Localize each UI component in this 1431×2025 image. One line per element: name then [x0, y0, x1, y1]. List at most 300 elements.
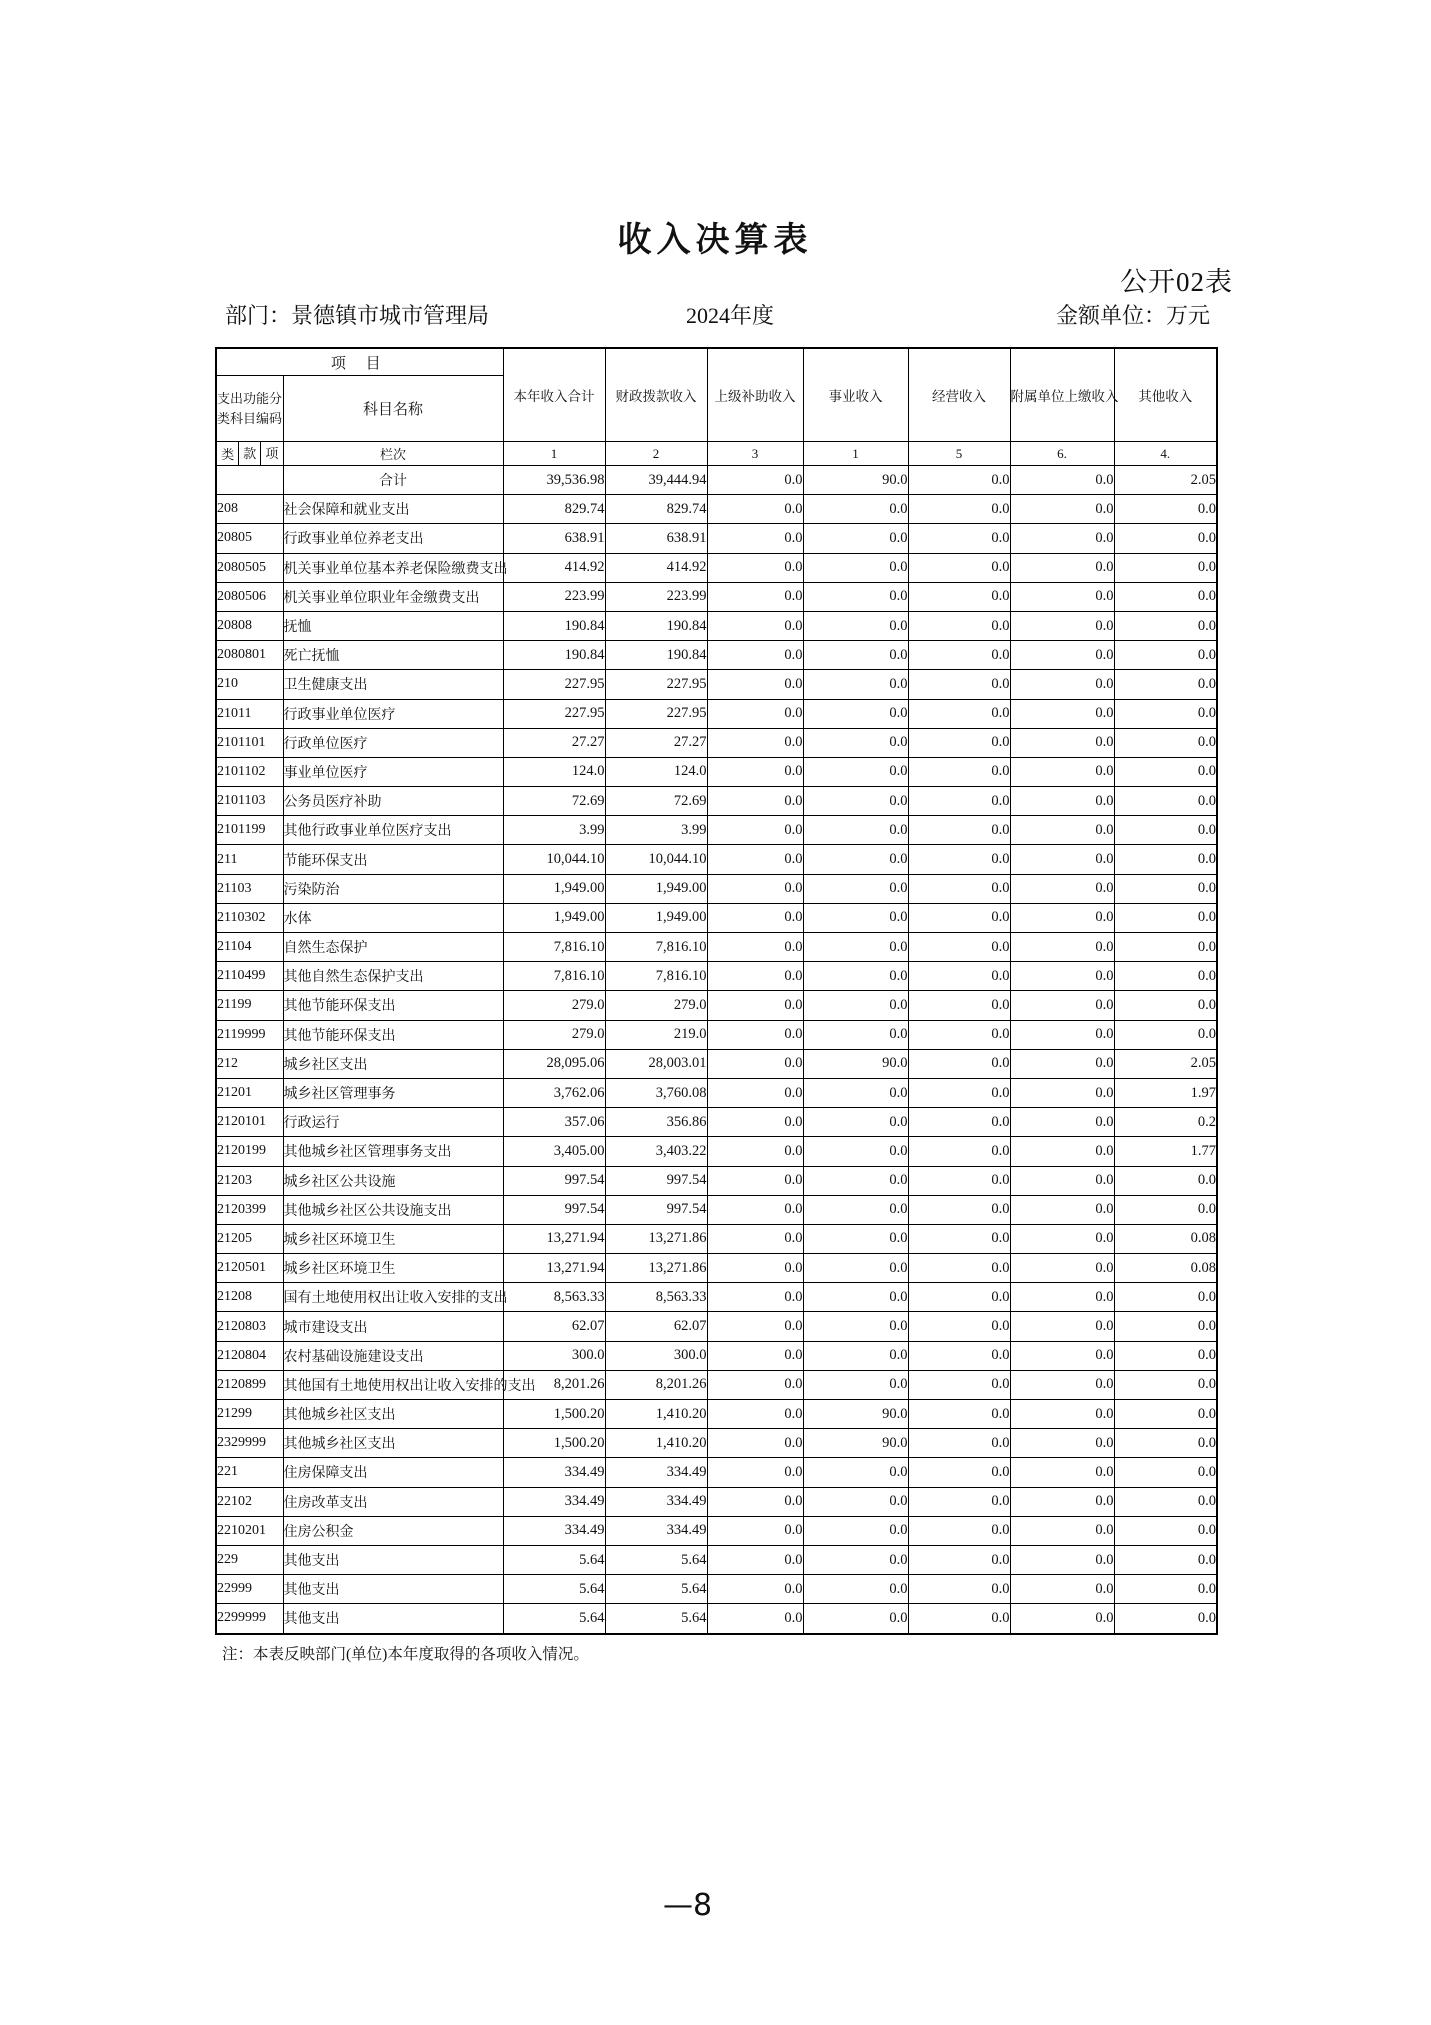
value-cell: 227.95 [503, 670, 605, 699]
code-cell: 2101101 [216, 728, 283, 757]
value-cell: 0.0 [1114, 1283, 1217, 1312]
class-section-item-cell [216, 442, 283, 466]
value-cell: 0.0 [707, 903, 803, 932]
code-cell: 2210201 [216, 1516, 283, 1545]
code-cell: 2120199 [216, 1137, 283, 1166]
value-cell: 997.54 [605, 1166, 707, 1195]
code-cell: 2120101 [216, 1108, 283, 1137]
subject-cell: 城乡社区管理事务 [283, 1078, 503, 1107]
value-cell: 0.0 [1114, 1166, 1217, 1195]
value-cell: 0.0 [1114, 816, 1217, 845]
value-cell: 5.64 [605, 1575, 707, 1604]
column-header-other: 其他收入 [1114, 348, 1217, 442]
code-cell: 2080506 [216, 582, 283, 611]
value-cell: 638.91 [503, 524, 605, 553]
table-row [216, 553, 1217, 582]
subject-cell: 节能环保支出 [283, 845, 503, 874]
code-header-cell: 支出功能分类科目编码 [216, 376, 283, 442]
table-row [216, 1604, 1217, 1634]
subject-cell: 其他自然生态保护支出 [283, 962, 503, 991]
value-cell: 8,201.26 [503, 1370, 605, 1399]
value-cell: 0.0 [707, 524, 803, 553]
value-cell: 0.0 [707, 1604, 803, 1634]
value-cell: 0.0 [1010, 1604, 1114, 1634]
table-row [216, 1370, 1217, 1399]
value-cell: 0.0 [707, 495, 803, 524]
value-cell: 0.0 [707, 874, 803, 903]
value-cell: 3,405.00 [503, 1137, 605, 1166]
code-cell [216, 466, 283, 495]
value-cell: 223.99 [605, 582, 707, 611]
value-cell: 0.0 [908, 1516, 1010, 1545]
value-cell: 0.0 [1010, 582, 1114, 611]
value-cell: 0.0 [1010, 787, 1114, 816]
code-cell: 22999 [216, 1575, 283, 1604]
value-cell: 0.0 [707, 1487, 803, 1516]
subject-cell: 其他支出 [283, 1575, 503, 1604]
column-number-2: 2 [605, 442, 707, 466]
table-row [216, 1224, 1217, 1253]
value-cell: 0.0 [1010, 1545, 1114, 1574]
table-row [216, 641, 1217, 670]
value-cell: 28,095.06 [503, 1049, 605, 1078]
value-cell: 0.0 [1010, 1020, 1114, 1049]
value-cell: 0.0 [1010, 1195, 1114, 1224]
value-cell: 0.0 [803, 1312, 908, 1341]
value-cell: 27.27 [503, 728, 605, 757]
value-cell: 0.0 [1010, 611, 1114, 640]
code-cell: 2120399 [216, 1195, 283, 1224]
value-cell: 0.0 [707, 816, 803, 845]
value-cell: 0.0 [1010, 816, 1114, 845]
value-cell: 0.0 [908, 611, 1010, 640]
value-cell: 0.0 [1114, 903, 1217, 932]
value-cell: 0.0 [803, 1487, 908, 1516]
value-cell: 190.84 [605, 611, 707, 640]
value-cell: 0.0 [707, 1545, 803, 1574]
table-row [216, 1516, 1217, 1545]
value-cell: 0.0 [803, 874, 908, 903]
value-cell: 0.0 [908, 787, 1010, 816]
value-cell: 5.64 [503, 1575, 605, 1604]
value-cell: 219.0 [605, 1020, 707, 1049]
code-cell: 21011 [216, 699, 283, 728]
value-cell: 334.49 [503, 1458, 605, 1487]
value-cell: 1,949.00 [605, 874, 707, 903]
value-cell: 0.0 [908, 1020, 1010, 1049]
value-cell: 10,044.10 [503, 845, 605, 874]
class-label: 类 [221, 447, 235, 462]
subject-cell: 国有土地使用权出让收入安排的支出 [283, 1283, 503, 1312]
value-cell: 0.0 [1114, 1429, 1217, 1458]
code-cell: 2120899 [216, 1370, 283, 1399]
table-row [216, 1078, 1217, 1107]
table-row [216, 1487, 1217, 1516]
value-cell: 0.0 [803, 670, 908, 699]
value-cell: 0.0 [1114, 641, 1217, 670]
open-table-label: 公开02表 [1120, 267, 1233, 297]
value-cell: 90.0 [803, 466, 908, 495]
value-cell: 0.0 [1010, 641, 1114, 670]
value-cell: 0.0 [1010, 903, 1114, 932]
value-cell: 0.0 [908, 1370, 1010, 1399]
code-cell: 211 [216, 845, 283, 874]
subject-cell: 城乡社区公共设施 [283, 1166, 503, 1195]
table-row [216, 1312, 1217, 1341]
code-cell: 2101199 [216, 816, 283, 845]
value-cell: 0.0 [1010, 845, 1114, 874]
value-cell: 7,816.10 [503, 933, 605, 962]
value-cell: 0.0 [908, 845, 1010, 874]
table-header [216, 348, 1217, 466]
value-cell: 0.0 [803, 1020, 908, 1049]
value-cell: 0.0 [908, 903, 1010, 932]
value-cell: 0.0 [803, 1166, 908, 1195]
value-cell: 0.0 [1010, 874, 1114, 903]
code-cell: 212 [216, 1049, 283, 1078]
value-cell: 0.0 [1114, 1195, 1217, 1224]
value-cell: 0.0 [803, 1108, 908, 1137]
table-row [216, 787, 1217, 816]
value-cell: 0.0 [1010, 1400, 1114, 1429]
value-cell: 5.64 [605, 1604, 707, 1634]
code-cell: 2120804 [216, 1341, 283, 1370]
code-cell: 2299999 [216, 1604, 283, 1634]
subject-cell: 其他支出 [283, 1545, 503, 1574]
value-cell: 0.0 [707, 1195, 803, 1224]
value-cell: 0.0 [908, 1224, 1010, 1253]
value-cell: 0.0 [1114, 1516, 1217, 1545]
table-row [216, 874, 1217, 903]
code-cell: 2101103 [216, 787, 283, 816]
value-cell: 0.0 [1010, 1575, 1114, 1604]
value-cell: 0.0 [1010, 1166, 1114, 1195]
value-cell: 334.49 [605, 1458, 707, 1487]
value-cell: 0.0 [908, 962, 1010, 991]
subject-cell: 城乡社区环境卫生 [283, 1254, 503, 1283]
value-cell: 0.0 [908, 1137, 1010, 1166]
value-cell: 62.07 [503, 1312, 605, 1341]
value-cell: 0.0 [1114, 757, 1217, 786]
subject-cell: 合计 [283, 466, 503, 495]
code-cell: 21201 [216, 1078, 283, 1107]
value-cell: 8,563.33 [605, 1283, 707, 1312]
subject-cell: 住房公积金 [283, 1516, 503, 1545]
code-cell: 21208 [216, 1283, 283, 1312]
value-cell: 0.0 [707, 582, 803, 611]
subject-cell: 城乡社区环境卫生 [283, 1224, 503, 1253]
value-cell: 0.0 [1010, 962, 1114, 991]
value-cell: 0.0 [1010, 1283, 1114, 1312]
value-cell: 39,444.94 [605, 466, 707, 495]
value-cell: 7,816.10 [503, 962, 605, 991]
footnote: 注：本表反映部门(单位)本年度取得的各项收入情况。 [222, 1646, 589, 1663]
value-cell: 0.0 [1010, 1312, 1114, 1341]
subject-cell: 污染防治 [283, 874, 503, 903]
value-cell: 3.99 [605, 816, 707, 845]
item-label: 项 [260, 442, 282, 465]
value-cell: 0.0 [908, 1049, 1010, 1078]
value-cell: 1,410.20 [605, 1429, 707, 1458]
value-cell: 0.0 [908, 1341, 1010, 1370]
table-row [216, 524, 1217, 553]
value-cell: 0.0 [1010, 1137, 1114, 1166]
value-cell: 190.84 [503, 611, 605, 640]
table-row [216, 1254, 1217, 1283]
subject-cell: 机关事业单位职业年金缴费支出 [283, 582, 503, 611]
table-row [216, 1545, 1217, 1574]
value-cell: 0.0 [1114, 1312, 1217, 1341]
column-header-fiscal: 财政拨款收入 [605, 348, 707, 442]
value-cell: 0.0 [803, 845, 908, 874]
value-cell: 0.0 [1114, 524, 1217, 553]
value-cell: 0.0 [803, 1137, 908, 1166]
value-cell: 0.0 [1010, 1370, 1114, 1399]
value-cell: 227.95 [605, 670, 707, 699]
value-cell: 13,271.86 [605, 1224, 707, 1253]
value-cell: 0.0 [803, 903, 908, 932]
value-cell: 72.69 [503, 787, 605, 816]
code-cell: 221 [216, 1458, 283, 1487]
value-cell: 0.0 [707, 611, 803, 640]
value-cell: 0.0 [707, 1283, 803, 1312]
column-header-business: 事业收入 [803, 348, 908, 442]
value-cell: 1,949.00 [503, 903, 605, 932]
column-number-4: 1 [803, 442, 908, 466]
value-cell: 0.0 [1010, 670, 1114, 699]
table-row [216, 757, 1217, 786]
value-cell: 0.0 [1010, 1429, 1114, 1458]
value-cell: 0.0 [1010, 991, 1114, 1020]
value-cell: 0.0 [908, 582, 1010, 611]
value-cell: 0.0 [908, 757, 1010, 786]
value-cell: 0.0 [1114, 1575, 1217, 1604]
value-cell: 27.27 [605, 728, 707, 757]
table-row [216, 495, 1217, 524]
value-cell: 0.0 [707, 1341, 803, 1370]
code-cell: 21103 [216, 874, 283, 903]
code-cell: 2110302 [216, 903, 283, 932]
value-cell: 0.0 [803, 495, 908, 524]
value-cell: 2.05 [1114, 1049, 1217, 1078]
revenue-table-body [216, 466, 1217, 1634]
value-cell: 0.0 [707, 553, 803, 582]
value-cell: 90.0 [803, 1429, 908, 1458]
value-cell: 0.0 [1114, 1020, 1217, 1049]
value-cell: 62.07 [605, 1312, 707, 1341]
value-cell: 0.0 [707, 1137, 803, 1166]
value-cell: 0.0 [707, 1429, 803, 1458]
value-cell: 279.0 [503, 991, 605, 1020]
value-cell: 0.0 [803, 1575, 908, 1604]
table-row [216, 816, 1217, 845]
value-cell: 0.0 [908, 991, 1010, 1020]
subject-cell: 其他行政事业单位医疗支出 [283, 816, 503, 845]
value-cell: 0.0 [803, 699, 908, 728]
value-cell: 0.0 [908, 1487, 1010, 1516]
value-cell: 0.0 [908, 553, 1010, 582]
value-cell: 124.0 [605, 757, 707, 786]
value-cell: 1,949.00 [503, 874, 605, 903]
value-cell: 5.64 [605, 1545, 707, 1574]
value-cell: 124.0 [503, 757, 605, 786]
table-row [216, 611, 1217, 640]
value-cell: 0.0 [803, 1516, 908, 1545]
value-cell: 0.0 [908, 1429, 1010, 1458]
subject-cell: 城市建设支出 [283, 1312, 503, 1341]
table-row [216, 1137, 1217, 1166]
value-cell: 0.0 [707, 1458, 803, 1487]
value-cell: 5.64 [503, 1604, 605, 1634]
value-cell: 0.0 [1114, 1604, 1217, 1634]
column-number-5: 5 [908, 442, 1010, 466]
value-cell: 0.0 [908, 495, 1010, 524]
value-cell: 334.49 [503, 1516, 605, 1545]
value-cell: 0.0 [1114, 611, 1217, 640]
value-cell: 0.0 [1010, 1224, 1114, 1253]
subject-cell: 其他城乡社区支出 [283, 1400, 503, 1429]
value-cell: 0.0 [1010, 1458, 1114, 1487]
value-cell: 0.0 [908, 874, 1010, 903]
value-cell: 0.0 [707, 1049, 803, 1078]
value-cell: 1.77 [1114, 1137, 1217, 1166]
value-cell: 0.0 [1010, 1487, 1114, 1516]
value-cell: 0.0 [1114, 1370, 1217, 1399]
value-cell: 0.0 [1114, 874, 1217, 903]
column-number-1: 1 [503, 442, 605, 466]
table-row [216, 1049, 1217, 1078]
table-row [216, 1195, 1217, 1224]
amount-unit-label: 金额单位：万元 [1055, 303, 1210, 328]
value-cell: 0.0 [908, 816, 1010, 845]
table-row [216, 991, 1217, 1020]
value-cell: 638.91 [605, 524, 707, 553]
value-cell: 0.0 [803, 1545, 908, 1574]
value-cell: 0.0 [803, 1604, 908, 1634]
code-cell: 208 [216, 495, 283, 524]
subject-cell: 机关事业单位基本养老保险缴费支出 [283, 553, 503, 582]
value-cell: 0.0 [803, 1224, 908, 1253]
value-cell: 0.0 [803, 1458, 908, 1487]
value-cell: 279.0 [503, 1020, 605, 1049]
subject-cell: 社会保障和就业支出 [283, 495, 503, 524]
subject-cell: 其他节能环保支出 [283, 991, 503, 1020]
value-cell: 2.05 [1114, 466, 1217, 495]
value-cell: 0.0 [707, 1108, 803, 1137]
value-cell: 0.0 [803, 641, 908, 670]
subject-cell: 行政单位医疗 [283, 728, 503, 757]
subject-cell: 死亡抚恤 [283, 641, 503, 670]
value-cell: 13,271.94 [503, 1254, 605, 1283]
code-cell: 2120501 [216, 1254, 283, 1283]
subject-cell: 水体 [283, 903, 503, 932]
column-number-3: 3 [707, 442, 803, 466]
value-cell: 0.0 [908, 699, 1010, 728]
value-cell: 0.0 [707, 466, 803, 495]
fiscal-year-label: 2024年度 [685, 303, 774, 328]
value-cell: 0.0 [908, 1458, 1010, 1487]
subject-cell: 其他城乡社区公共设施支出 [283, 1195, 503, 1224]
header-row-project [216, 348, 1217, 376]
value-cell: 997.54 [503, 1166, 605, 1195]
value-cell: 0.0 [707, 933, 803, 962]
subject-cell: 公务员医疗补助 [283, 787, 503, 816]
value-cell: 0.0 [908, 641, 1010, 670]
value-cell: 300.0 [503, 1341, 605, 1370]
subject-cell: 其他节能环保支出 [283, 1020, 503, 1049]
table-row [216, 1429, 1217, 1458]
value-cell: 0.0 [908, 524, 1010, 553]
table-row [216, 845, 1217, 874]
table-row [216, 1400, 1217, 1429]
subject-cell: 城乡社区支出 [283, 1049, 503, 1078]
value-cell: 28,003.01 [605, 1049, 707, 1078]
value-cell: 1,949.00 [605, 903, 707, 932]
value-cell: 0.0 [1114, 699, 1217, 728]
value-cell: 0.0 [707, 991, 803, 1020]
value-cell: 190.84 [605, 641, 707, 670]
value-cell: 0.0 [1010, 1049, 1114, 1078]
value-cell: 0.2 [1114, 1108, 1217, 1137]
value-cell: 0.0 [908, 1108, 1010, 1137]
value-cell: 0.0 [1010, 1254, 1114, 1283]
value-cell: 3,762.06 [503, 1078, 605, 1107]
value-cell: 90.0 [803, 1049, 908, 1078]
value-cell: 13,271.94 [503, 1224, 605, 1253]
value-cell: 190.84 [503, 641, 605, 670]
value-cell: 0.0 [803, 1254, 908, 1283]
value-cell: 997.54 [605, 1195, 707, 1224]
value-cell: 829.74 [503, 495, 605, 524]
table-row [216, 466, 1217, 495]
value-cell: 414.92 [605, 553, 707, 582]
value-cell: 0.0 [707, 1370, 803, 1399]
value-cell: 0.0 [803, 611, 908, 640]
value-cell: 0.0 [707, 1254, 803, 1283]
subject-cell: 其他国有土地使用权出让收入安排的支出 [283, 1370, 503, 1399]
value-cell: 227.95 [605, 699, 707, 728]
value-cell: 0.0 [1010, 757, 1114, 786]
value-cell: 90.0 [803, 1400, 908, 1429]
value-cell: 0.0 [803, 1341, 908, 1370]
subject-cell: 行政运行 [283, 1108, 503, 1137]
value-cell: 334.49 [605, 1516, 707, 1545]
value-cell: 0.0 [707, 1020, 803, 1049]
value-cell: 300.0 [605, 1341, 707, 1370]
code-cell: 2080505 [216, 553, 283, 582]
value-cell: 39,536.98 [503, 466, 605, 495]
value-cell: 0.0 [1114, 728, 1217, 757]
value-cell: 0.0 [1114, 1487, 1217, 1516]
code-cell: 229 [216, 1545, 283, 1574]
value-cell: 5.64 [503, 1545, 605, 1574]
value-cell: 0.0 [1114, 553, 1217, 582]
value-cell: 0.0 [908, 670, 1010, 699]
value-cell: 0.0 [707, 1312, 803, 1341]
value-cell: 0.0 [908, 1545, 1010, 1574]
value-cell: 0.0 [707, 757, 803, 786]
value-cell: 0.0 [707, 670, 803, 699]
value-cell: 0.0 [908, 1575, 1010, 1604]
value-cell: 0.0 [707, 728, 803, 757]
value-cell: 0.0 [707, 962, 803, 991]
code-cell: 21299 [216, 1400, 283, 1429]
value-cell: 414.92 [503, 553, 605, 582]
code-cell: 21203 [216, 1166, 283, 1195]
value-cell: 0.0 [908, 466, 1010, 495]
value-cell: 7,816.10 [605, 962, 707, 991]
value-cell: 0.0 [1010, 466, 1114, 495]
